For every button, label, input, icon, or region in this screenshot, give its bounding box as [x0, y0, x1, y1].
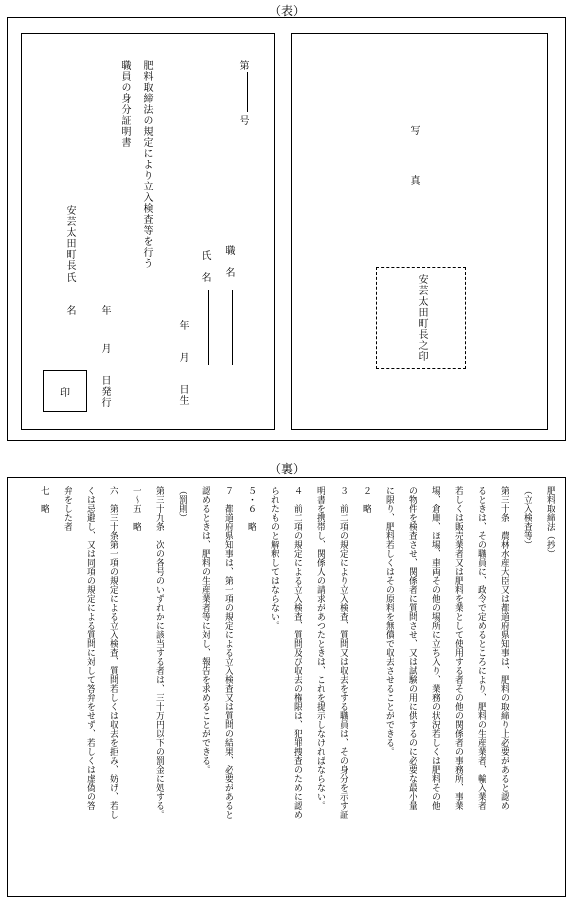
statute-line: （罰則） — [177, 486, 187, 522]
dob-day: 日生 — [177, 384, 188, 406]
card-no-prefix: 第 — [237, 60, 248, 71]
statute-line: 一～五 略 — [131, 486, 141, 531]
official-stamp — [376, 267, 466, 369]
issue-month: 月 — [99, 343, 110, 354]
statute-line: 明書を携帯し、関係人の請求があつたときは、これを提示しなければならない。 — [315, 486, 325, 810]
statute-line: るときは、その職員に、政令で定めるところにより、肥料の生産業者、輸入業者 — [476, 486, 486, 810]
photo-panel — [291, 33, 548, 430]
statute-line: ２ 略 — [361, 486, 371, 513]
photo-label-2: 真 — [408, 175, 419, 186]
statute-line: られたものと解釈してはならない。 — [269, 486, 279, 630]
card-title-line2: 職員の身分証明書 — [119, 60, 130, 148]
seal-box — [43, 370, 87, 412]
field-name: 氏 名 — [199, 250, 210, 283]
back-header: （裏） — [268, 462, 305, 476]
dob-month: 月 — [177, 352, 188, 363]
front-header: （表） — [268, 4, 305, 18]
statute-line: 肥料取締法（抄） — [545, 486, 555, 558]
statute-line: ４ 前二項の規定による立入検査、質問及び収去の権限は、犯罪捜査のために認め — [292, 486, 302, 819]
statute-line: 六 第三十条第一項の規定による立入検査、質問若しくは収去を拒み、妨げ、若し — [108, 486, 118, 819]
statute-line: 七 略 — [39, 486, 49, 513]
statute-text — [14, 484, 558, 888]
card-no-suffix: 号 — [237, 115, 248, 126]
dob-year: 年 — [177, 320, 188, 331]
statute-line: 場、倉庫、ほ場、車両その他の場所に立ち入り、業務の状況若しくは肥料その他 — [430, 486, 440, 810]
statute-line: 第三十条 農林水産大臣又は都道府県知事は、肥料の取締り上必要があると認め — [499, 486, 509, 810]
issue-year: 年 — [99, 305, 110, 316]
statute-line: ３ 前二項の規定により立入検査、質問又は収去をする職員は、その身分を示す証 — [338, 486, 348, 819]
issuer-name-label: 氏 名 — [64, 272, 75, 316]
stamp-text: 安芸太田町長之印 — [416, 274, 427, 362]
statute-line: 若しくは販売業者又は肥料を業として使用する者その他の関係者の事務所、事業 — [453, 486, 463, 810]
issuer: 安芸太田町長 — [64, 205, 75, 271]
seal-label: 印 — [60, 387, 70, 399]
photo-label: 写 — [408, 125, 419, 136]
statute-line: 第三十九条 次の各号のいずれかに該当する者は、三十万円以下の罰金に処する。 — [154, 486, 164, 819]
statute-line: 弁をした者 — [62, 486, 72, 531]
statute-line: （立入検査等） — [522, 486, 532, 549]
statute-line: ７ 都道府県知事は、第一項の規定による立入検査又は質問の結果、必要があると — [223, 486, 233, 819]
issue-day: 日発行 — [99, 375, 110, 408]
statute-line: くは忌避し、又は同項の規定による質問に対して答弁をせず、若しくは虚偽の答 — [85, 486, 95, 810]
field-position: 職 名 — [223, 245, 234, 278]
card-title-line1: 肥料取締法の規定により立入検査等を行う — [141, 60, 152, 269]
statute-line: ５・６ 略 — [246, 486, 256, 531]
statute-line: に限り、肥料若しくはその原料を無償で収去させることができる。 — [384, 486, 394, 756]
statute-line: 認めるときは、肥料の生産業者等に対し、報告を求めることができる。 — [200, 486, 210, 774]
statute-line: の物件を検査させ、関係者に質問させ、又は試験の用に供するのに必要な最小量 — [407, 486, 417, 810]
